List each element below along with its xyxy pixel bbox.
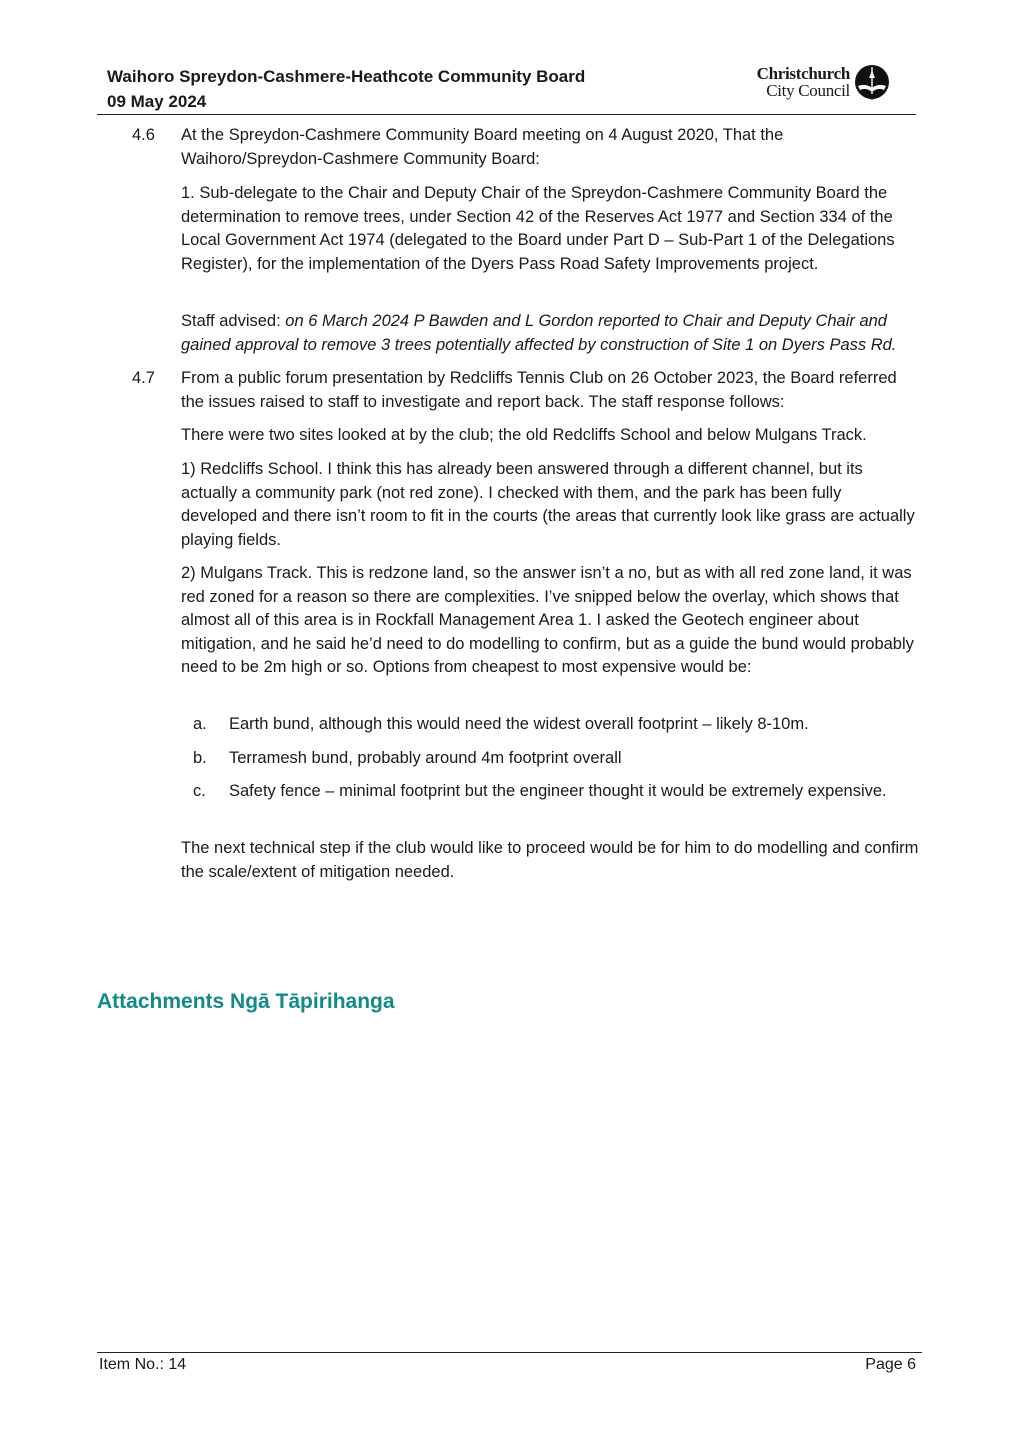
- option-b-letter: b.: [193, 749, 207, 767]
- council-logo: [742, 64, 902, 106]
- option-a-text: Earth bund, although this would need the widest overall footprint – likely 8-10m.: [229, 715, 809, 733]
- option-c-letter: c.: [193, 782, 206, 800]
- logo-text-line2: City Council: [766, 81, 850, 100]
- item-4-7-point-1: 1) Redcliffs School. I think this has already been answered through a different channel, but its actually a community park (not red zone). I checked with them, and the park has been fully developed and there isn’t room to fit in the courts (the areas that currently look like grass are actually playing fields.: [181, 460, 915, 549]
- meeting-date: 09 May 2024: [107, 92, 207, 111]
- item-4-6-resolution: 1. Sub-delegate to the Chair and Deputy Chair of the Spreydon-Cashmere Community Board the determination to remove trees, under Section 42 of the Reserves Act 1977 and Section 334 of the Local Government Act 1974 (delegated to the Board under Part D – Sub-Part 1 of the Delegations Register), for the implementation of the Dyers Pass Road Safety Improvements project.: [181, 184, 895, 273]
- item-4-7-next-step: The next technical step if the club would like to proceed would be for him to do modelling and confirm the scale/extent of mitigation needed.: [181, 839, 919, 881]
- option-c-text: Safety fence – minimal footprint but the engineer thought it would be extremely expensive.: [229, 782, 887, 800]
- attachments-heading: Attachments Ngā Tāpirihanga: [97, 990, 395, 1013]
- board-title: Waihoro Spreydon-Cashmere-Heathcote Community Board: [107, 67, 586, 86]
- item-4-6-staff-advice: [181, 310, 921, 357]
- item-number-4-6: 4.6: [132, 126, 155, 144]
- option-a-letter: a.: [193, 715, 207, 733]
- staff-advised-text: on 6 March 2024 P Bawden and L Gordon reported to Chair and Deputy Chair and gained approval to remove 3 trees potentially affected by construction of Site 1 on Dyers Pass Rd.: [181, 312, 897, 354]
- page-footer: [97, 1352, 922, 1377]
- item-number-label: Item No.: 14: [99, 1356, 187, 1373]
- staff-advised-label: Staff advised:: [181, 312, 286, 330]
- item-4-6-intro: At the Spreydon-Cashmere Community Board meeting on 4 August 2020, That the Waihoro/Spreydon-Cashmere Community Board:: [181, 126, 784, 168]
- cathedral-logo-icon: [854, 64, 890, 100]
- option-b-text: Terramesh bund, probably around 4m footprint overall: [229, 749, 622, 767]
- item-number-4-7: 4.7: [132, 369, 155, 387]
- logo-text-line1: Christchurch: [756, 64, 850, 83]
- item-4-7-intro: From a public forum presentation by Redcliffs Tennis Club on 26 October 2023, the Board referred the issues raised to staff to investigate and report back. The staff response follows:: [181, 369, 897, 411]
- item-4-7-point-2: 2) Mulgans Track. This is redzone land, so the answer isn’t a no, but as with all red zone land, it was red zoned for a reason so there are complexities. I’ve snipped below the overlay, which shows that almost all of this area is in Rockfall Management Area 1. I asked the Geotech engineer about mitigation, and he said he’d need to do modelling to confirm, but as a guide the bund would probably need to be 2m high or so. Options from cheapest to most expensive would be:: [181, 564, 914, 676]
- item-4-7-sites: There were two sites looked at by the club; the old Redcliffs School and below Mulgans Track.: [181, 426, 867, 444]
- page-number: Page 6: [865, 1356, 916, 1373]
- page-header: [97, 62, 916, 115]
